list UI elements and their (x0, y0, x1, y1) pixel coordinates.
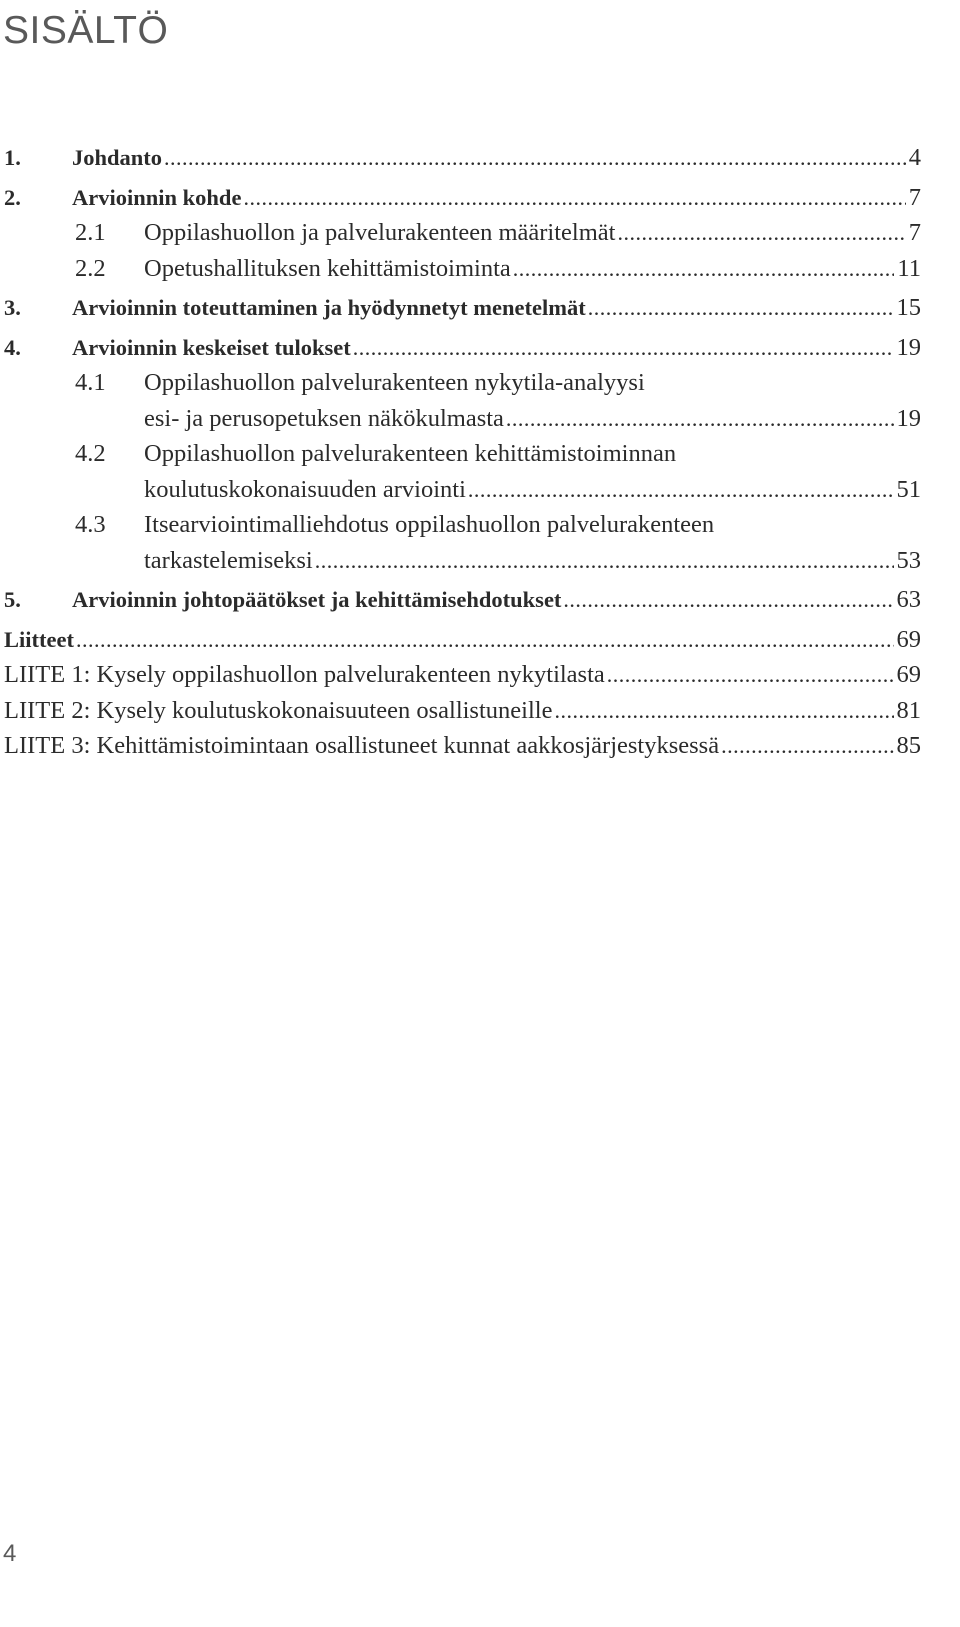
dot-leader (513, 251, 895, 287)
toc-entry-3[interactable] (4, 290, 921, 326)
toc-title: Oppilashuollon ja palvelurakenteen määritelmät (144, 219, 616, 246)
toc-entry-liite-2[interactable] (4, 693, 921, 729)
dot-leader (554, 693, 893, 729)
toc-entry-5[interactable] (4, 582, 921, 618)
toc-page-number: 4 (908, 144, 921, 171)
toc-entry-2-1[interactable] (4, 215, 921, 251)
toc-entry-4-1-continued[interactable] (4, 401, 921, 437)
toc-title: esi- ja perusopetuksen näkökulmasta (144, 404, 504, 432)
toc-page-number: 85 (896, 732, 921, 759)
toc-title: Arvioinnin johtopäätökset ja kehittämisehdotukset (72, 587, 562, 612)
toc-entry-liite-1[interactable] (4, 657, 921, 693)
toc-title: koulutuskokonaisuuden arviointi (144, 475, 466, 503)
toc-title: Oppilashuollon palvelurakenteen kehittämistoiminnan (144, 440, 677, 467)
dot-leader (243, 180, 905, 216)
toc-title: Arvioinnin kohde (72, 184, 242, 210)
toc-title: Arvioinnin toteuttaminen ja hyödynnetyt menetelmät (72, 295, 586, 320)
toc-number: 2.1 (75, 219, 106, 246)
toc-page-number: 7 (908, 183, 921, 211)
toc-number: 4.2 (75, 440, 106, 467)
dot-leader (506, 401, 894, 437)
dot-leader (607, 657, 894, 693)
toc-page-number: 11 (897, 254, 921, 282)
page-folio-number: 4 (3, 1540, 17, 1567)
toc-entry-4-3-continued[interactable] (4, 543, 921, 579)
toc-number: 4. (4, 334, 21, 360)
toc-page-number: 15 (896, 294, 921, 321)
toc-page-number: 69 (896, 661, 921, 688)
dot-leader (468, 472, 894, 508)
toc-number: 4.1 (75, 369, 106, 396)
toc-page-number: 51 (896, 475, 921, 503)
toc-page-number: 63 (896, 586, 921, 613)
toc-page-number: 7 (908, 219, 921, 246)
toc-entry-2[interactable] (4, 180, 921, 216)
toc-title: LIITE 2: Kysely koulutuskokonaisuuteen osallistuneille (4, 696, 553, 724)
dot-leader (721, 728, 893, 764)
toc-entry-4-3[interactable] (4, 507, 921, 543)
toc-entry-4-1[interactable] (4, 365, 921, 401)
toc-page-number: 19 (896, 333, 921, 361)
dot-leader (76, 622, 894, 658)
toc-title: LIITE 1: Kysely oppilashuollon palvelurakenteen nykytilasta (4, 661, 605, 688)
toc-title: tarkastelemiseksi (144, 546, 313, 574)
toc-title: LIITE 3: Kehittämistoimintaan osallistuneet kunnat aakkosjärjestyksessä (4, 732, 720, 759)
toc-entry-4-2-continued[interactable] (4, 472, 921, 508)
page-title: SISÄLTÖ (3, 9, 169, 52)
toc-title: Arvioinnin keskeiset tulokset (72, 334, 351, 360)
dot-leader (588, 290, 894, 326)
dot-leader (563, 582, 893, 618)
toc-title: Johdanto (72, 145, 163, 170)
dot-leader (315, 543, 894, 579)
toc-page-number: 19 (896, 404, 921, 432)
toc-title: Itsearviointimalliehdotus oppilashuollon palvelurakenteen (144, 511, 715, 538)
dot-leader (617, 215, 905, 251)
toc-number: 2. (4, 184, 21, 210)
toc-entry-1[interactable] (4, 140, 921, 176)
toc-page-number: 69 (896, 625, 921, 653)
dot-leader (164, 140, 906, 176)
toc-number: 3. (4, 295, 21, 320)
toc-entry-4-2[interactable] (4, 436, 921, 472)
toc-entry-liitteet[interactable] (4, 622, 921, 658)
toc-title: Oppilashuollon palvelurakenteen nykytila-analyysi (144, 369, 645, 396)
toc-title: Opetushallituksen kehittämistoiminta (144, 254, 511, 282)
toc-entry-4[interactable] (4, 330, 921, 366)
toc-entry-liite-3[interactable] (4, 728, 921, 764)
toc-number: 2.2 (75, 254, 106, 282)
toc-number: 1. (4, 145, 21, 170)
toc-number: 5. (4, 587, 21, 612)
toc-entry-2-2[interactable] (4, 251, 921, 287)
toc-title: Liitteet (4, 626, 74, 652)
toc-page-number: 81 (896, 696, 921, 724)
table-of-contents (4, 140, 921, 764)
toc-number: 4.3 (75, 511, 106, 538)
dot-leader (353, 330, 894, 366)
toc-page-number: 53 (896, 546, 921, 574)
